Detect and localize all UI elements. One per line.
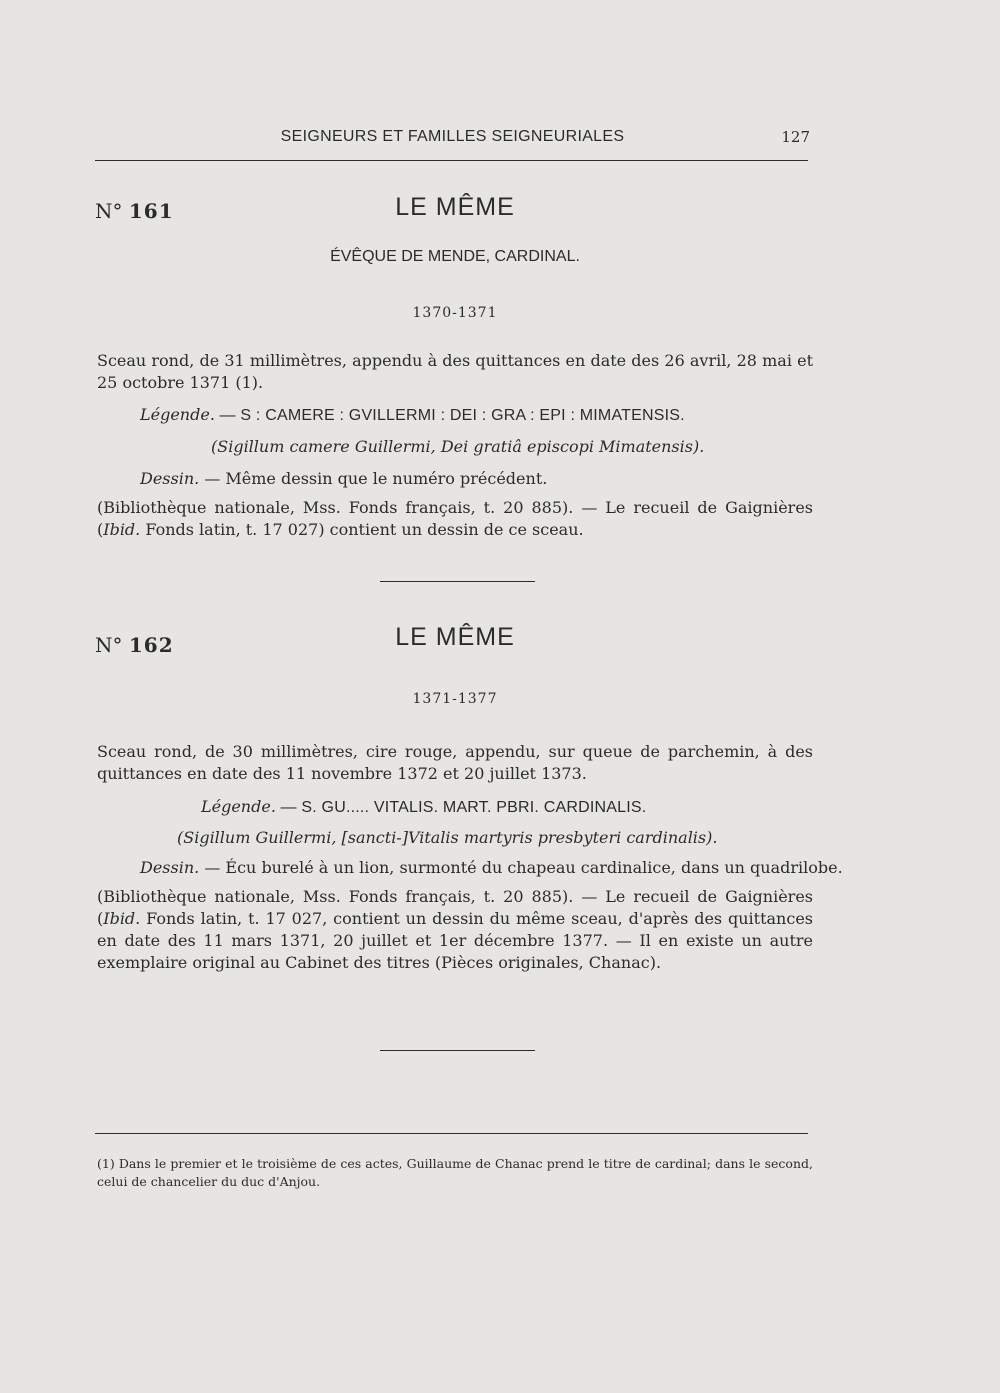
dessin-161 bbox=[140, 468, 547, 490]
dessin-text: — Même dessin que le numéro précédent. bbox=[199, 469, 548, 488]
legende-162 bbox=[201, 796, 646, 819]
section-divider bbox=[380, 581, 535, 582]
dessin-label: Dessin. bbox=[140, 469, 200, 488]
seal-description-162: Sceau rond, de 30 millimètres, cire rouge, appendu, sur queue de parchemin, à des quittances en date des 11 novembre 1372 et 20 juillet 1373. bbox=[97, 742, 813, 783]
dessin-label: Dessin. bbox=[140, 858, 200, 877]
footnote: (1) Dans le premier et le troisième de ces actes, Guillaume de Chanac prend le titre de cardinal; dans le second, celui de chancelier du duc d'Anjou. bbox=[97, 1156, 813, 1189]
entry-date-162: 1371-1377 bbox=[412, 691, 498, 707]
legende-text: — S : CAMERE : GVILLERMI : DEI : GRA : EPI : MIMATENSIS. bbox=[214, 407, 685, 424]
legende-161 bbox=[140, 404, 685, 427]
footnote-rule bbox=[95, 1133, 808, 1134]
legende-label: Légende. bbox=[140, 405, 215, 424]
legende-label: Légende. bbox=[201, 797, 276, 816]
running-title: SEIGNEURS ET FAMILLES SEIGNEURIALES bbox=[280, 128, 625, 145]
dessin-162 bbox=[140, 857, 843, 879]
source-note-161: (Bibliothèque nationale, Mss. Fonds français, t. 20 885). — Le recueil de Gaignières (Ibid. Fonds latin, t. 17 027) contient un dessin de ce sceau. bbox=[97, 498, 813, 539]
entry-subtitle-161: ÉVÊQUE DE MENDE, CARDINAL. bbox=[330, 248, 580, 265]
entry-number-162: N° 162 bbox=[95, 633, 174, 657]
header-rule bbox=[95, 160, 808, 161]
legende-translation-162: (Sigillum Guillermi, [sancti-]Vitalis martyris presbyteri cardinalis). bbox=[177, 828, 718, 847]
dessin-text: — Écu burelé à un lion, surmonté du chapeau cardinalice, dans un quadrilobe. bbox=[199, 858, 843, 877]
section-divider bbox=[380, 1050, 535, 1051]
source-note-162: (Bibliothèque nationale, Mss. Fonds français, t. 20 885). — Le recueil de Gaignières (Ibid. Fonds latin, t. 17 027, contient un dessin du même sceau, d'après des quittances en date des 11 mars 1371, 20 juillet et 1er décembre 1377. — Il en existe un autre exemplaire original au Cabinet des titres (Pièces originales, Chanac). bbox=[97, 887, 813, 972]
entry-title-161: LE MÊME bbox=[395, 193, 515, 221]
entry-number-161: N° 161 bbox=[95, 199, 174, 223]
legende-text: — S. GU..... VITALIS. MART. PBRI. CARDINALIS. bbox=[275, 799, 647, 816]
entry-date-161: 1370-1371 bbox=[412, 305, 498, 321]
seal-description-161: Sceau rond, de 31 millimètres, appendu à des quittances en date des 26 avril, 28 mai et 25 octobre 1371 (1). bbox=[97, 351, 813, 392]
entry-title-162: LE MÊME bbox=[395, 623, 515, 651]
legende-translation-161: (Sigillum camere Guillermi, Dei gratiâ episcopi Mimatensis). bbox=[211, 437, 705, 456]
page-number: 127 bbox=[781, 128, 810, 146]
